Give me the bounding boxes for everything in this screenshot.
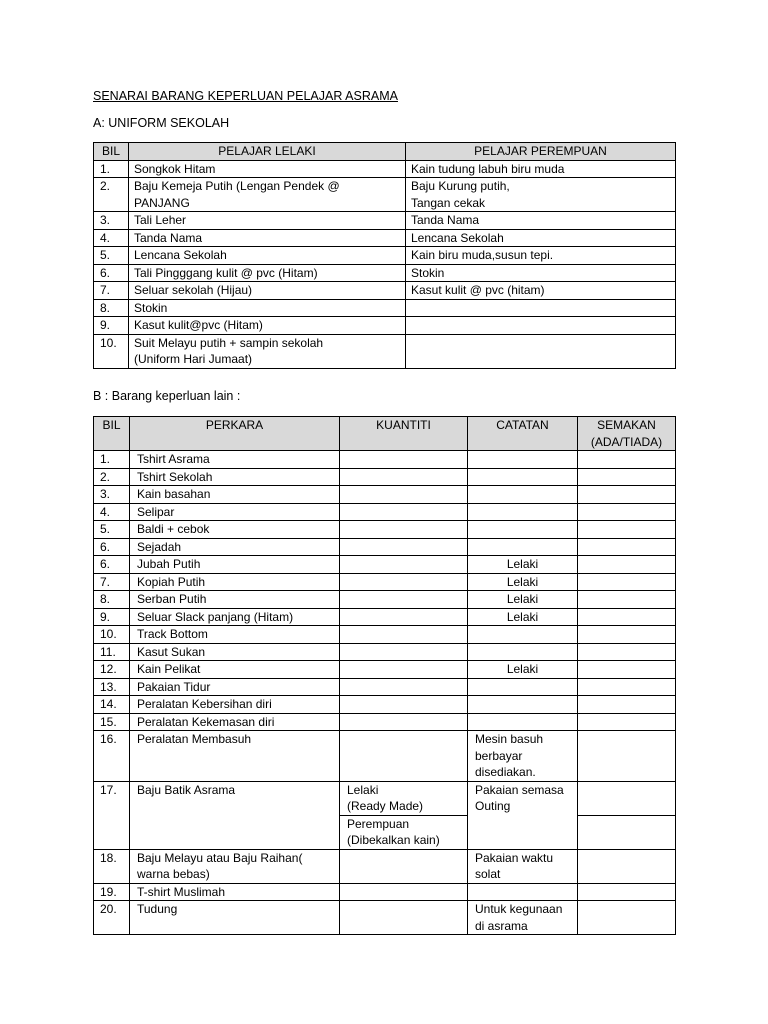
item-perempuan: [406, 229, 676, 247]
item-catatan: [468, 626, 578, 644]
item-row: [94, 713, 676, 731]
row-bil: 16.: [94, 731, 130, 782]
item-perkara: [130, 538, 340, 556]
cell-line: Stokin: [134, 300, 168, 315]
item-semakan: [578, 503, 676, 521]
item-semakan: [578, 521, 676, 539]
item-semakan: [578, 849, 676, 883]
item-perkara: [130, 849, 340, 883]
row-bil: 19.: [94, 883, 130, 901]
header-bil: BIL: [94, 417, 130, 451]
item-perempuan: [406, 178, 676, 212]
cell-line: Track Bottom: [137, 627, 208, 641]
item-kuantiti: [340, 731, 468, 782]
item-perempuan: [406, 264, 676, 282]
cell-line: Kain basahan: [137, 487, 211, 501]
uniform-row: [94, 334, 676, 368]
row-bil: 4.: [94, 503, 130, 521]
item-perempuan: [406, 160, 676, 178]
item-catatan: [468, 468, 578, 486]
uniform-row: [94, 178, 676, 212]
item-catatan: [468, 503, 578, 521]
item-semakan: [578, 661, 676, 679]
cell-line: Baju Kurung putih,: [411, 179, 510, 193]
row-bil: 1.: [94, 451, 130, 469]
item-kuantiti: [340, 678, 468, 696]
item-semakan: [578, 626, 676, 644]
cell-line: Kain Pelikat: [137, 662, 201, 676]
row-bil: 4.: [94, 229, 129, 247]
cell-line: Pakaian Tidur: [137, 679, 211, 694]
item-catatan: [468, 538, 578, 556]
item-semakan: [578, 451, 676, 469]
item-kuantiti: [340, 591, 468, 609]
item-perkara: [130, 626, 340, 644]
item-perkara: [130, 883, 340, 901]
cell-line: Jubah Putih: [137, 557, 201, 571]
item-kuantiti: [340, 608, 468, 626]
item-catatan: [468, 521, 578, 539]
row-bil: 6.: [94, 556, 130, 574]
row-bil: 20.: [94, 901, 130, 935]
cell-line: Selipar: [137, 504, 175, 519]
item-catatan: [468, 901, 578, 935]
uniform-row: [94, 160, 676, 178]
item-perempuan: [406, 212, 676, 230]
row-bil: 13.: [94, 678, 130, 696]
cell-line: Peralatan Membasuh: [137, 732, 252, 746]
cell-line: Mesin basuh: [475, 732, 544, 746]
item-row: [94, 849, 676, 883]
item-row: [94, 591, 676, 609]
cell-line: Tali Leher: [134, 213, 187, 227]
item-catatan: [468, 731, 578, 782]
item-kuantiti: [340, 713, 468, 731]
item-kuantiti: [340, 901, 468, 935]
item-row: [94, 538, 676, 556]
cell-line: di asrama: [475, 918, 528, 933]
item-kuantiti: [340, 643, 468, 661]
item-catatan: [468, 608, 578, 626]
cell-line: Lencana Sekolah: [134, 248, 227, 262]
cell-line: Kasut Sukan: [137, 644, 206, 659]
item-row: [94, 696, 676, 714]
row-bil: 6.: [94, 538, 130, 556]
item-perempuan: [406, 247, 676, 265]
item-catatan: [468, 591, 578, 609]
item-row: [94, 608, 676, 626]
item-perkara: [130, 781, 340, 849]
item-lelaki: [129, 178, 406, 212]
item-kuantiti: [340, 451, 468, 469]
item-lelaki: [129, 229, 406, 247]
cell-line: PANJANG: [134, 195, 190, 210]
cell-line: Tanda Nama: [411, 213, 480, 227]
cell-line: Suit Melayu putih + sampin sekolah: [134, 335, 324, 350]
item-perkara: [130, 901, 340, 935]
cell-line: Pakaian waktu: [475, 850, 554, 865]
item-catatan: [468, 643, 578, 661]
row-bil: 10.: [94, 334, 129, 368]
item-semakan: [578, 468, 676, 486]
cell-line: (Dibekalkan kain): [347, 833, 440, 847]
item-perkara: [130, 713, 340, 731]
header-pelajar-perempuan: PELAJAR PEREMPUAN: [406, 143, 676, 161]
item-catatan: [468, 696, 578, 714]
item-lelaki: [129, 212, 406, 230]
row-bil: 2.: [94, 468, 130, 486]
item-lelaki: [129, 317, 406, 335]
row-bil: 15.: [94, 713, 130, 731]
item-perkara: [130, 661, 340, 679]
row-bil: 8.: [94, 591, 130, 609]
item-lelaki: [129, 282, 406, 300]
header-perkara: PERKARA: [130, 417, 340, 451]
document-title: SENARAI BARANG KEPERLUAN PELAJAR ASRAMA: [93, 89, 398, 103]
item-semakan: [578, 713, 676, 731]
item-perkara: [130, 591, 340, 609]
item-kuantiti: [340, 849, 468, 883]
row-bil: 10.: [94, 626, 130, 644]
item-row: [94, 626, 676, 644]
cell-line: (Ready Made): [347, 799, 424, 813]
row-bil: 14.: [94, 696, 130, 714]
section-a-heading: A: UNIFORM SEKOLAH: [93, 116, 230, 130]
item-perkara: [130, 468, 340, 486]
cell-line: Songkok Hitam: [134, 161, 216, 176]
item-perkara: [130, 556, 340, 574]
row-bil: 18.: [94, 849, 130, 883]
item-catatan: [468, 661, 578, 679]
item-row: [94, 661, 676, 679]
item-semakan: [578, 781, 676, 815]
item-semakan: [578, 815, 676, 849]
uniform-row: [94, 282, 676, 300]
item-kuantiti: [340, 468, 468, 486]
header-kuantiti: KUANTITI: [340, 417, 468, 451]
item-lelaki: [129, 264, 406, 282]
cell-line: Untuk kegunaan: [475, 902, 563, 916]
item-perkara: [130, 451, 340, 469]
item-row: [94, 781, 676, 815]
item-row: [94, 678, 676, 696]
cell-line: Peralatan Kekemasan diri: [137, 714, 275, 729]
header-semakan: SEMAKAN (ADA/TIADA): [578, 417, 676, 451]
item-lelaki: [129, 299, 406, 317]
uniform-row: [94, 212, 676, 230]
cell-line: disediakan.: [475, 765, 536, 779]
cell-line: Perempuan: [347, 816, 410, 831]
item-kuantiti: [340, 486, 468, 504]
item-catatan: [468, 781, 578, 849]
item-kuantiti: [340, 573, 468, 591]
item-row: [94, 503, 676, 521]
item-kuantiti: [340, 521, 468, 539]
cell-line: Tshirt Sekolah: [137, 469, 213, 484]
row-bil: 1.: [94, 160, 129, 178]
cell-line: solat: [475, 867, 501, 881]
uniform-table-header: [94, 143, 676, 161]
item-catatan: [468, 849, 578, 883]
item-catatan: [468, 451, 578, 469]
item-catatan: [468, 573, 578, 591]
item-lelaki: [129, 334, 406, 368]
cell-line: Seluar sekolah (Hijau): [134, 283, 253, 297]
item-semakan: [578, 573, 676, 591]
item-row: [94, 573, 676, 591]
uniform-row: [94, 264, 676, 282]
cell-line: Tanda Nama: [134, 230, 203, 245]
item-perkara: [130, 573, 340, 591]
cell-line: Seluar Slack panjang (Hitam): [137, 609, 294, 624]
uniform-row: [94, 247, 676, 265]
item-row: [94, 468, 676, 486]
items-table-header: [94, 417, 676, 451]
item-kuantiti: [340, 781, 468, 815]
item-perkara: [130, 521, 340, 539]
item-kuantiti: [340, 538, 468, 556]
cell-line: Baldi + cebok: [137, 522, 210, 536]
cell-line: T-shirt Muslimah: [137, 884, 226, 899]
cell-line: berbayar: [475, 748, 523, 763]
item-semakan: [578, 608, 676, 626]
uniform-table: [93, 142, 676, 369]
item-semakan: [578, 556, 676, 574]
section-b-heading: B : Barang keperluan lain :: [93, 389, 241, 403]
item-catatan: [468, 713, 578, 731]
item-row: [94, 486, 676, 504]
row-bil: 7.: [94, 573, 130, 591]
row-bil: 5.: [94, 247, 129, 265]
item-catatan: [468, 556, 578, 574]
cell-line: Lelaki: [506, 557, 539, 571]
cell-line: Kasut kulit@pvc (Hitam): [134, 318, 263, 332]
item-row: [94, 901, 676, 935]
item-semakan: [578, 678, 676, 696]
item-kuantiti: [340, 815, 468, 849]
item-perkara: [130, 731, 340, 782]
uniform-row: [94, 317, 676, 335]
item-semakan: [578, 696, 676, 714]
row-bil: 3.: [94, 212, 129, 230]
uniform-row: [94, 299, 676, 317]
cell-line: Tshirt Asrama: [137, 452, 210, 466]
row-bil: 2.: [94, 178, 129, 212]
item-row: [94, 521, 676, 539]
row-bil: 9.: [94, 608, 130, 626]
item-perkara: [130, 608, 340, 626]
item-row: [94, 556, 676, 574]
cell-line: Lelaki: [506, 662, 539, 676]
cell-line: Baju Kemeja Putih (Lengan Pendek @: [134, 179, 340, 193]
cell-line: Pakaian semasa: [475, 782, 564, 797]
item-semakan: [578, 901, 676, 935]
item-row: [94, 731, 676, 782]
row-bil: 5.: [94, 521, 130, 539]
cell-line: (Uniform Hari Jumaat): [134, 352, 253, 366]
cell-line: Baju Batik Asrama: [137, 782, 236, 797]
cell-line: Kopiah Putih: [137, 574, 206, 589]
item-row: [94, 643, 676, 661]
cell-line: Tudung: [137, 902, 178, 916]
item-lelaki: [129, 160, 406, 178]
row-bil: 6.: [94, 264, 129, 282]
cell-line: Outing: [475, 799, 511, 813]
uniform-row: [94, 229, 676, 247]
item-perempuan: [406, 299, 676, 317]
cell-line: Lencana Sekolah: [411, 230, 504, 245]
cell-line: Peralatan Kebersihan diri: [137, 697, 272, 711]
item-kuantiti: [340, 696, 468, 714]
item-kuantiti: [340, 883, 468, 901]
header-pelajar-lelaki: PELAJAR LELAKI: [129, 143, 406, 161]
cell-line: Baju Melayu atau Baju Raihan(: [137, 850, 303, 865]
item-perkara: [130, 486, 340, 504]
cell-line: Tali Pingggang kulit @ pvc (Hitam): [134, 265, 318, 280]
item-row: [94, 451, 676, 469]
row-bil: 9.: [94, 317, 129, 335]
item-kuantiti: [340, 626, 468, 644]
item-perempuan: [406, 282, 676, 300]
row-bil: 7.: [94, 282, 129, 300]
row-bil: 12.: [94, 661, 130, 679]
row-bil: 17.: [94, 781, 130, 849]
cell-line: Lelaki: [506, 574, 539, 589]
header-bil: BIL: [94, 143, 129, 161]
item-semakan: [578, 731, 676, 782]
cell-line: Kain biru muda,susun tepi.: [411, 248, 554, 262]
item-catatan: [468, 486, 578, 504]
item-perkara: [130, 696, 340, 714]
item-kuantiti: [340, 556, 468, 574]
items-table: [93, 416, 676, 935]
row-bil: 8.: [94, 299, 129, 317]
item-perkara: [130, 643, 340, 661]
cell-line: Serban Putih: [137, 592, 207, 606]
item-semakan: [578, 643, 676, 661]
item-catatan: [468, 883, 578, 901]
item-semakan: [578, 883, 676, 901]
cell-line: Stokin: [411, 265, 445, 280]
cell-line: Lelaki: [347, 782, 379, 797]
header-catatan: CATATAN: [468, 417, 578, 451]
item-semakan: [578, 486, 676, 504]
item-semakan: [578, 591, 676, 609]
item-kuantiti: [340, 661, 468, 679]
row-bil: 11.: [94, 643, 130, 661]
item-row: [94, 883, 676, 901]
cell-line: Kain tudung labuh biru muda: [411, 161, 565, 176]
item-perkara: [130, 503, 340, 521]
cell-line: Kasut kulit @ pvc (hitam): [411, 283, 545, 297]
item-kuantiti: [340, 503, 468, 521]
cell-line: Tangan cekak: [411, 195, 486, 210]
item-perempuan: [406, 334, 676, 368]
row-bil: 3.: [94, 486, 130, 504]
item-perkara: [130, 678, 340, 696]
cell-line: Sejadah: [137, 539, 182, 554]
item-lelaki: [129, 247, 406, 265]
cell-line: Lelaki: [506, 609, 539, 624]
cell-line: Lelaki: [506, 592, 539, 606]
cell-line: warna bebas): [137, 867, 210, 881]
item-catatan: [468, 678, 578, 696]
item-perempuan: [406, 317, 676, 335]
item-semakan: [578, 538, 676, 556]
